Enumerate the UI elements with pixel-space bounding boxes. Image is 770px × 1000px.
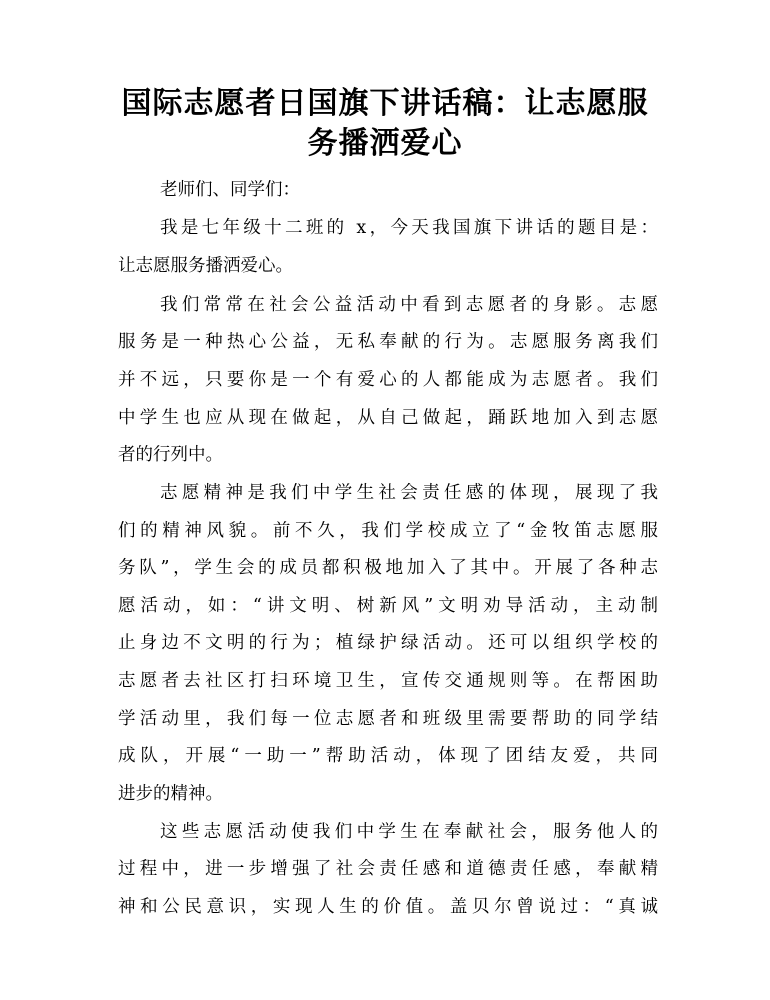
paragraph-line: 我是七年级十二班的 x，今天我国旗下讲话的题目是： bbox=[160, 218, 658, 238]
paragraph-line: 并不远，只要你是一个有爱心的人都能成为志愿者。我们 bbox=[118, 370, 658, 390]
paragraph-line: 神和公民意识，实现人生的价值。盖贝尔曾说过：“真诚 bbox=[118, 897, 658, 917]
paragraph-line: 我们常常在社会公益活动中看到志愿者的身影。志愿 bbox=[160, 295, 658, 315]
salutation: 老师们、同学们： bbox=[160, 180, 300, 200]
paragraph-line: 愿活动，如：“讲文明、树新风”文明劝导活动，主动制 bbox=[118, 596, 658, 616]
paragraph-line: 志愿者去社区打扫环境卫生，宣传交通规则等。在帮困助 bbox=[118, 671, 658, 691]
title-line: 务播洒爱心 bbox=[307, 126, 463, 161]
paragraph-line: 服务是一种热心公益，无私奉献的行为。志愿服务离我们 bbox=[118, 332, 658, 352]
paragraph-line: 中学生也应从现在做起，从自己做起，踊跃地加入到志愿 bbox=[118, 408, 658, 428]
title-line: 国际志愿者日国旗下讲话稿：让志愿服 bbox=[121, 86, 649, 121]
paragraph-line: 志愿精神是我们中学生社会责任感的体现，展现了我 bbox=[160, 483, 658, 503]
document-title bbox=[110, 84, 660, 164]
paragraph-line: 止身边不文明的行为；植绿护绿活动。还可以组织学校的 bbox=[118, 633, 658, 653]
paragraph-line: 过程中，进一步增强了社会责任感和道德责任感，奉献精 bbox=[118, 859, 658, 879]
paragraph-line: 进步的精神。 bbox=[118, 784, 223, 804]
paragraph-line: 们的精神风貌。前不久，我们学校成立了“金牧笛志愿服 bbox=[118, 521, 658, 541]
paragraph-line: 务队”，学生会的成员都积极地加入了其中。开展了各种志 bbox=[118, 558, 658, 578]
paragraph-line: 成队，开展“一助一”帮助活动，体现了团结友爱，共同 bbox=[118, 746, 658, 766]
paragraph-line: 这些志愿活动使我们中学生在奉献社会，服务他人的 bbox=[160, 822, 658, 842]
paragraph-line: 者的行列中。 bbox=[118, 445, 223, 465]
paragraph-line: 让志愿服务播洒爱心。 bbox=[118, 256, 293, 276]
paragraph-line: 学活动里，我们每一位志愿者和班级里需要帮助的同学结 bbox=[118, 709, 658, 729]
